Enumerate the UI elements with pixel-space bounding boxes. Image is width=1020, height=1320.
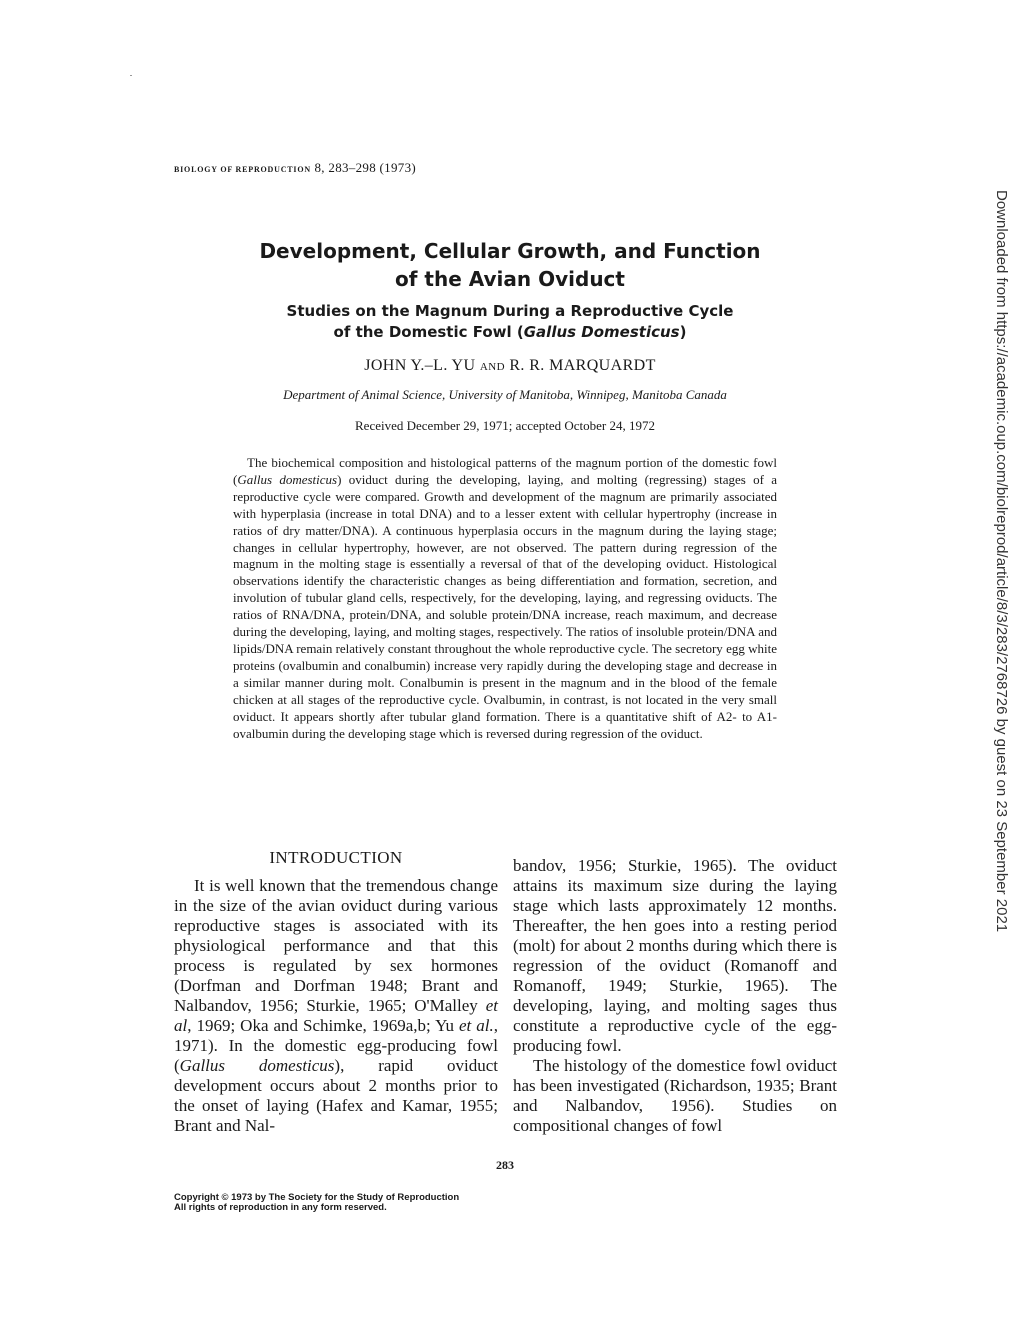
subtitle-species: Gallus Domesticus <box>523 323 680 341</box>
abstract-text-1: The biochemical composition and histological patterns of the magnum portion of the domestic fowl ( <box>233 455 777 487</box>
article-title <box>0 237 1020 293</box>
copyright-notice <box>174 1193 459 1213</box>
intro-etal-1: et al <box>174 996 498 1035</box>
journal-header <box>174 160 416 176</box>
authors <box>0 357 1020 375</box>
author-and: AND <box>479 361 505 373</box>
title-line-1: Development, Cellular Growth, and Function <box>259 239 761 263</box>
left-column <box>174 876 498 1136</box>
intro-paragraph-1 <box>174 876 498 1136</box>
right-column <box>513 856 837 1136</box>
intro-text-b: , 1969; Oka and Schimke, 1969a,b; Yu <box>187 1016 460 1035</box>
page-number: 283 <box>496 1158 514 1172</box>
subtitle-line-1: Studies on the Magnum During a Reproductive Cycle <box>286 302 734 320</box>
section-heading-introduction: INTRODUCTION <box>269 848 403 867</box>
intro-text-a: It is well known that the tremendous change in the size of the avian oviduct during various reproductive stages is associated with its physiological performance and that this process is regulated by sex hormones (Dorfman and Dorfman 1948; Brant and Nalbandov, 1956; Sturkie, 1965; O'Malley <box>174 876 498 1015</box>
subtitle-suffix: ) <box>679 323 687 341</box>
journal-volume: 8, 283–298 (1973) <box>314 160 417 175</box>
download-watermark <box>988 190 1012 990</box>
intro-paragraph-2: The histology of the domestice fowl oviduct has been investigated (Richardson, 1935; Brant and Nalbandov, 1956). Studies on compositional changes of fowl <box>513 1056 837 1135</box>
intro-text-d: ), rapid oviduct development occurs about 2 months prior to the onset of laying (Hafex and Kamar, 1955; Brant and Nal- <box>174 1056 498 1135</box>
intro-species: Gallus domesticus <box>179 1056 335 1075</box>
stray-dot <box>130 75 132 76</box>
author-2: R. R. MARQUARDT <box>509 357 656 374</box>
abstract <box>233 455 777 742</box>
author-1: JOHN Y.–L. YU <box>364 357 476 374</box>
affiliation: Department of Animal Science, University of Manitoba, Winnipeg, Manitoba Canada <box>283 387 727 402</box>
intro-paragraph-1-cont: bandov, 1956; Sturkie, 1965). The oviduct attains its maximum size during the laying stage which lasts approximately 12 months. Thereafter, the hen goes into a resting period (molt) for about 2 months during which there is regression of the oviduct (Romanoff and Romanoff, 1949; Sturkie, 1965). The developing, laying, and molting sages thus constitute a reproductive cycle of the egg-producing fowl. <box>513 856 837 1055</box>
abstract-text-2: ) oviduct during the developing, laying, and molting (regressing) stages of a reproductive cycle were compared. Growth and development of the magnum are primarily associated with hyperplasia (increase in total DNA) and to a lesser extent with cellular hypertrophy (increase in ratios of dry matter/DNA). A continuous hyperplasia occurs in the magnum during the laying stage; changes in cellular hypertrophy, however, are not observed. The pattern during regression of the magnum in the molting stage is essentially a reversal of that of the developing oviduct. Histological observations identify the characteristic changes as being differentiation and formation, secretion, and involution of tubular gland cells, respectively, for the developing, laying, and regressing oviducts. The ratios of RNA/DNA, protein/DNA, and soluble protein/DNA increase, reach maximum, and decrease during the developing, laying, and molting stages, respectively. The ratios of insoluble protein/DNA and lipids/DNA remain relatively constant throughout the whole reproductive cycle. The secretory egg white proteins (ovalbumin and conalbumin) increase very rapidly during the developing stage and decrease in a similar manner during molt. Conalbumin is present in the magnum and in the blood of the female chicken at all stages of the reproductive cycle. Ovalbumin, in contrast, is not located in the very small oviduct. It appears shortly after tubular gland formation. There is a quantitative shift of A2- to A1-ovalbumin during the developing stage which is reversed during regression of the oviduct. <box>233 471 777 741</box>
intro-etal-2: et al. <box>459 1016 494 1035</box>
subtitle-line-2 <box>0 322 1020 343</box>
subtitle-prefix: of the Domestic Fowl ( <box>333 323 524 341</box>
intro-text-c: , 1971). In the domestic egg-producing fowl ( <box>174 1016 498 1075</box>
journal-name: BIOLOGY OF REPRODUCTION <box>174 165 311 174</box>
abstract-species: Gallus domesticus <box>237 471 338 487</box>
received-date: Received December 29, 1971; accepted October 24, 1972 <box>355 418 655 433</box>
copyright-line-1: Copyright © 1973 by The Society for the Study of Reproduction <box>174 1192 460 1203</box>
download-watermark-text: Downloaded from https://academic.oup.com/biolreprod/article/8/3/283/2768726 by guest on 23 September 2021 <box>993 190 1010 933</box>
title-line-2: of the Avian Oviduct <box>395 267 625 291</box>
copyright-line-2: All rights of reproduction in any form reserved. <box>174 1202 387 1213</box>
article-subtitle <box>0 301 1020 343</box>
